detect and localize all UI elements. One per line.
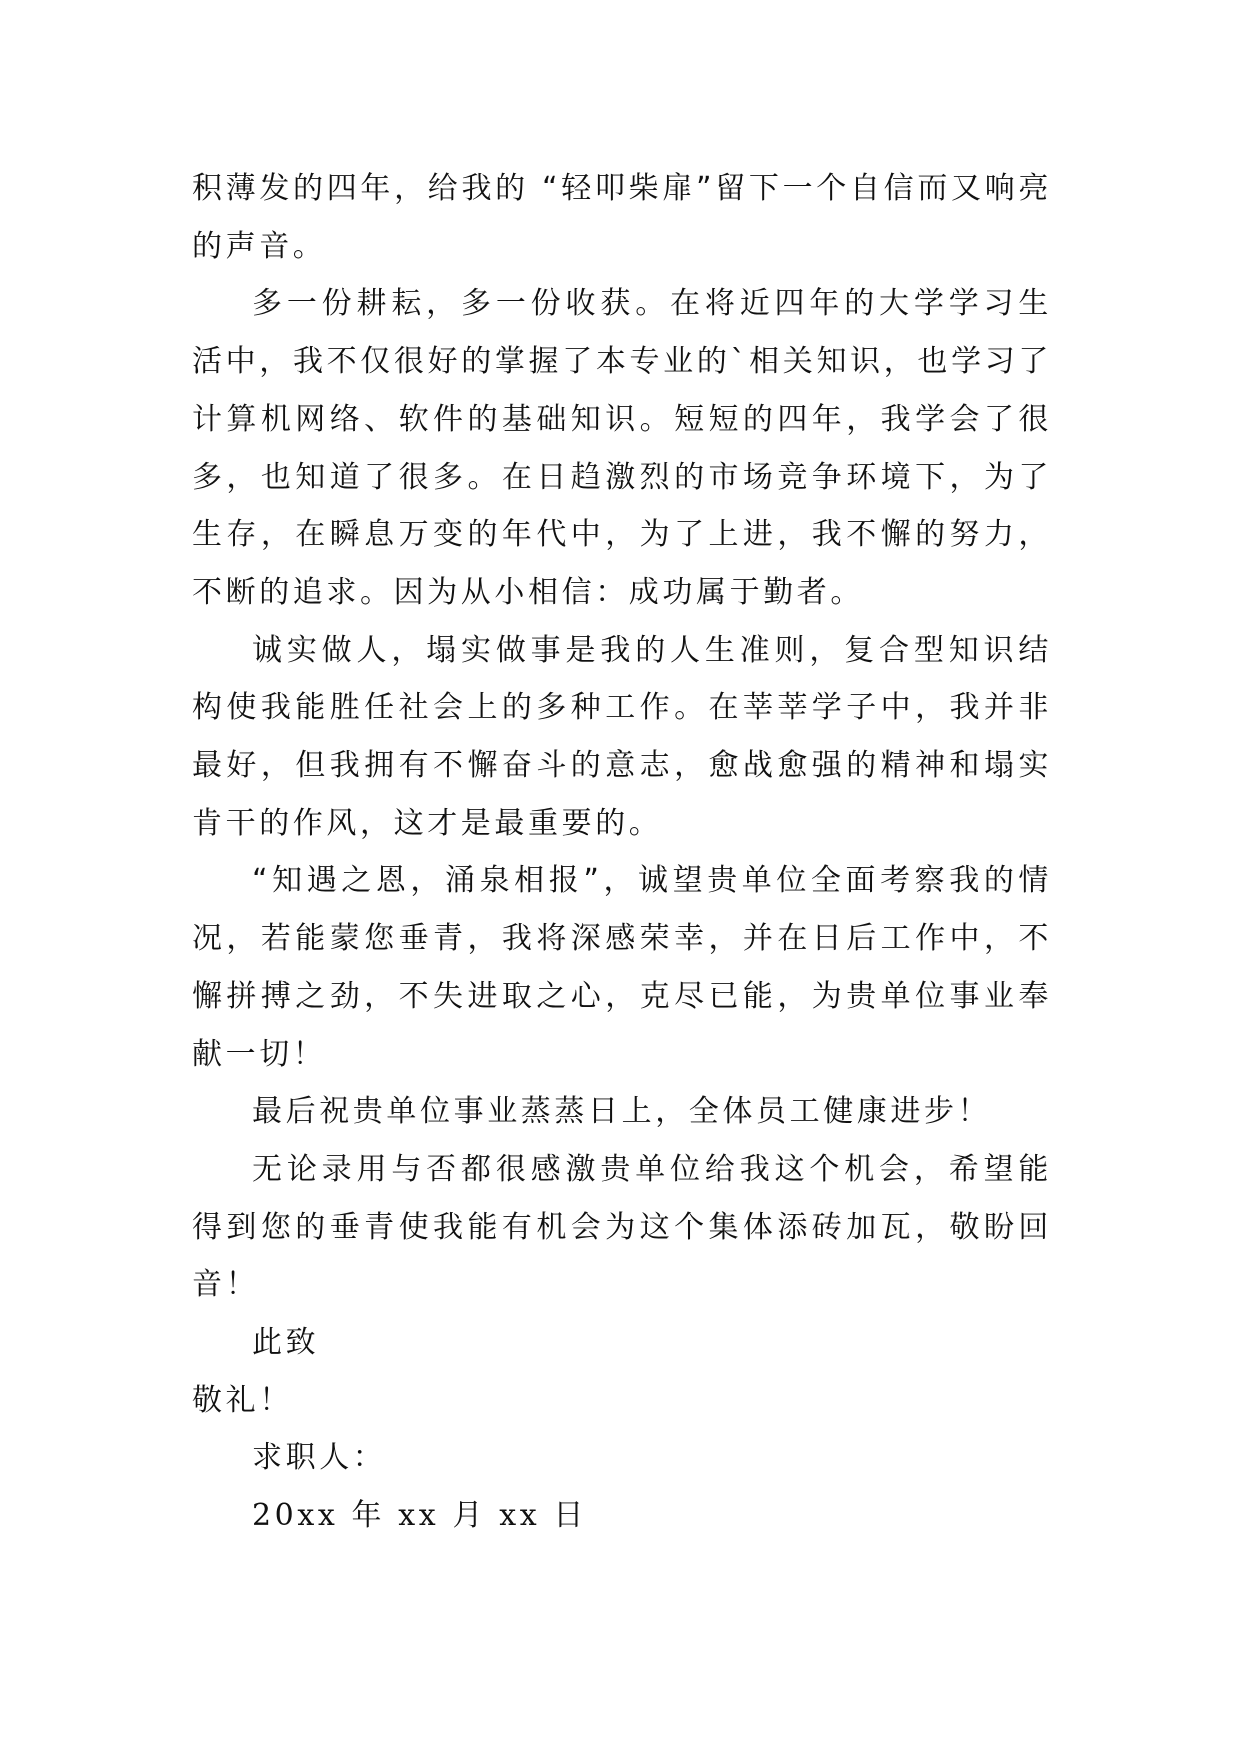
applicant-label: 求职人： [252, 1440, 387, 1476]
paragraph-intro-continuation: 积薄发的四年，给我的 “轻叩柴扉”留下一个自信而又响亮的声音。 [192, 171, 1052, 264]
date-line: 20xx 年 xx 月 xx 日 [252, 1498, 587, 1534]
paragraph-closing-request: 无论录用与否都很感激贵单位给我这个机会，希望能得到您的垂青使我能有机会为这个集体添砖加瓦，敬盼回音！ [192, 1151, 1052, 1303]
paragraph-wishes: 最后祝贵单位事业蒸蒸日上，全体员工健康进步！ [252, 1094, 992, 1130]
salutation-jingli: 敬礼！ [192, 1382, 293, 1418]
salutation-cizhi: 此致 [252, 1325, 320, 1361]
paragraph-gratitude: “知遇之恩，涌泉相报”，诚望贵单位全面考察我的情况，若能蒙您垂青，我将深感荣幸，并在日后工作中，不懈拼搏之劲，不失进取之心，克尽已能，为贵单位事业奉献一切！ [192, 863, 1052, 1072]
letter-body [192, 160, 1052, 1545]
paragraph-study-achievements: 多一份耕耘，多一份收获。在将近四年的大学学习生活中，我不仅很好的掌握了本专业的`相关知识，也学习了计算机网络、软件的基础知识。短短的四年，我学会了很多，也知道了很多。在日趋激烈的市场竞争环境下，为了生存，在瞬息万变的年代中，为了上进，我不懈的努力，不断的追求。因为从小相信：成功属于勤者。 [192, 286, 1052, 610]
paragraph-personal-principles: 诚实做人，塌实做事是我的人生准则，复合型知识结构使我能胜任社会上的多种工作。在莘莘学子中，我并非最好，但我拥有不懈奋斗的意志，愈战愈强的精神和塌实肯干的作风，这才是最重要的。 [192, 632, 1052, 841]
